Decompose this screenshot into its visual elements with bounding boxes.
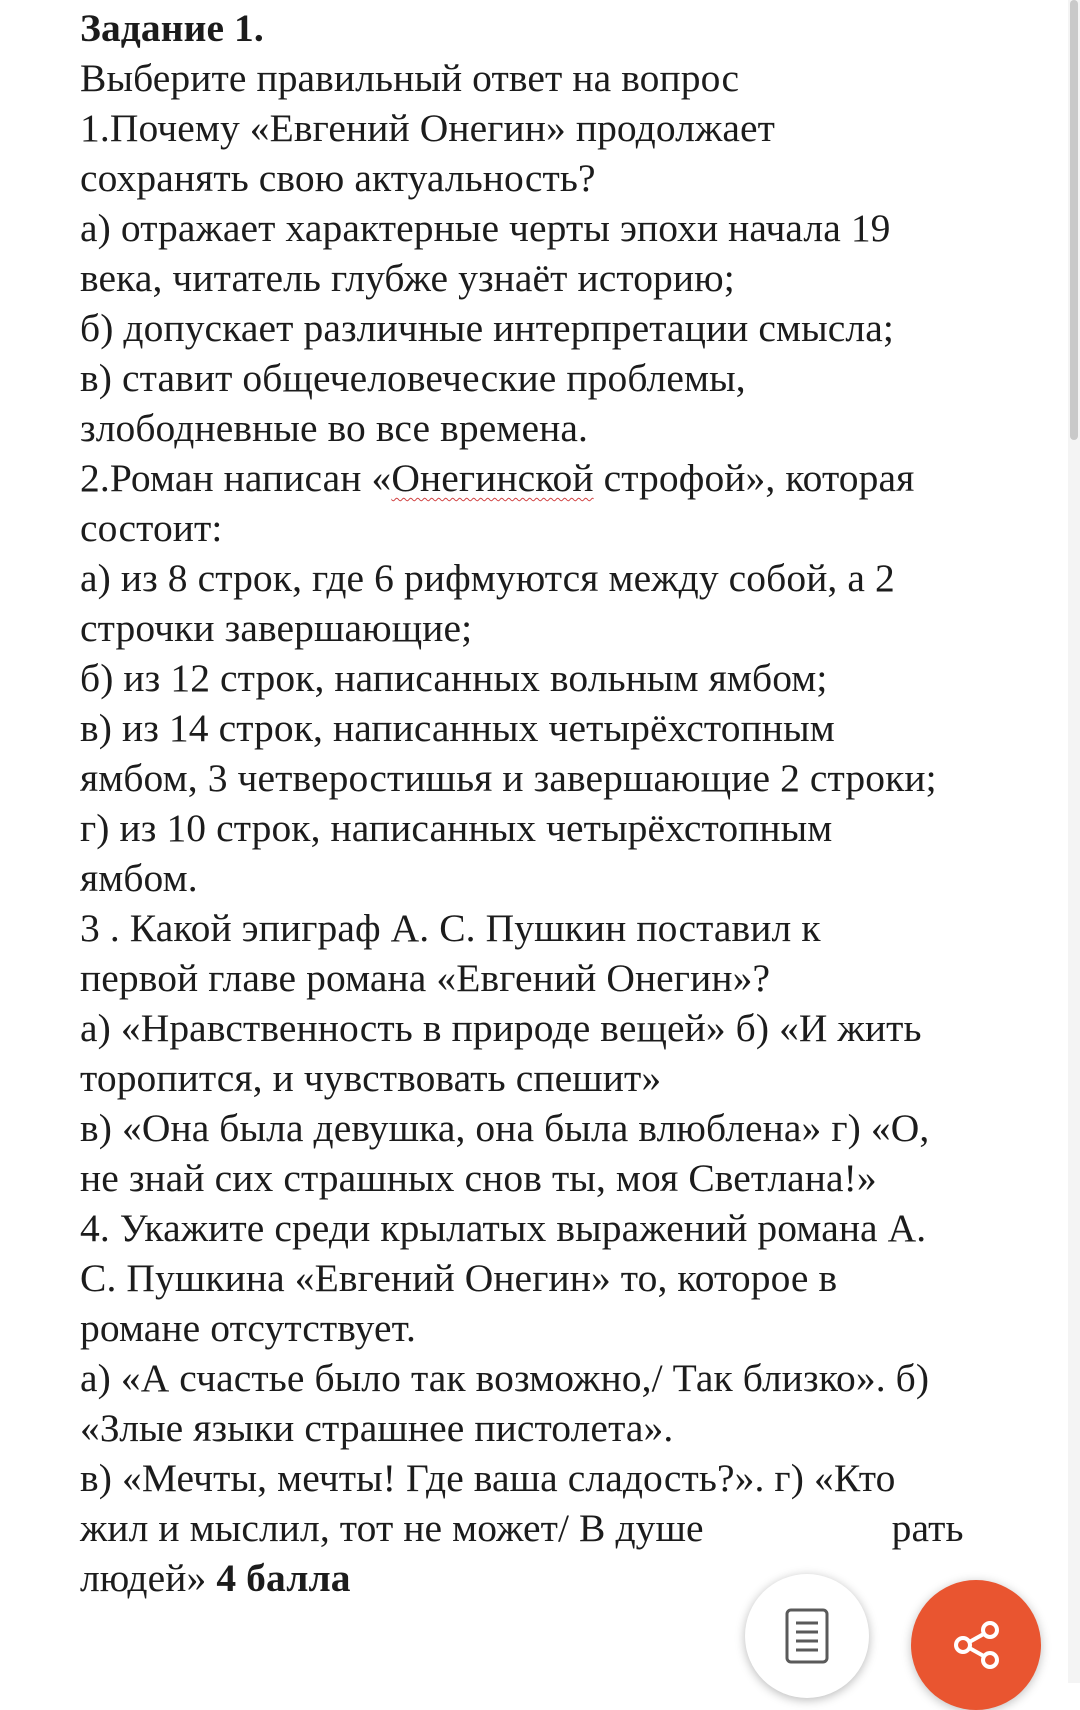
document-list-icon (784, 1607, 830, 1665)
q2-option-a-line-2: строчки завершающие; (80, 606, 473, 650)
scrollbar[interactable] (1068, 0, 1080, 1683)
q1-option-c-line-1: в) ставит общечеловеческие проблемы, (80, 356, 746, 400)
q4-line-5-text: людей» (80, 1556, 207, 1600)
q3-options-line-1: а) «Нравственность в природе вещей» б) «И жить (80, 1006, 922, 1050)
q1-option-b: б) допускает различные интерпретации смысла; (80, 306, 894, 350)
q4-options-line-3: в) «Мечты, мечты! Где ваша сладость?». г) «Кто (80, 1456, 896, 1500)
q4-options-line-5 (80, 1552, 351, 1604)
q4-line-4-start: жил и мыслил, тот не может/ В душе (80, 1506, 704, 1550)
share-button[interactable] (911, 1580, 1041, 1710)
reader-mode-button[interactable] (745, 1574, 869, 1698)
q2-option-d-line-2: ямбом. (80, 856, 198, 900)
question-3-line-2: первой главе романа «Евгений Онегин»? (80, 956, 771, 1000)
q3-options-line-4: не знай сих страшных снов ты, моя Светлана!» (80, 1156, 877, 1200)
instruction-text: Выберите правильный ответ на вопрос (80, 56, 740, 100)
q4-options-line-2: «Злые языки страшнее пистолета». (80, 1406, 674, 1450)
q4-options-line-1: а) «А счастье было так возможно,/ Так близко». б) (80, 1356, 930, 1400)
question-4-line-1: 4. Укажите среди крылатых выражений романа А. (80, 1206, 927, 1250)
question-2-line-2: состоит: (80, 506, 223, 550)
question-1-line-2: сохранять свою актуальность? (80, 156, 596, 200)
q1-option-c-line-2: злободневные во все времена. (80, 406, 588, 450)
score-label: 4 балла (216, 1556, 351, 1600)
q4-line-4-end: рать (891, 1506, 964, 1550)
task-title: Задание 1. (80, 6, 264, 50)
question-4-line-2: С. Пушкина «Евгений Онегин» то, которое в (80, 1256, 838, 1300)
spellcheck-word: Онегинской (391, 456, 594, 500)
scrollbar-thumb[interactable] (1070, 0, 1078, 440)
q2-option-a-line-1: а) из 8 строк, где 6 рифмуются между собой, а 2 (80, 556, 895, 600)
q3-options-line-2: торопится, и чувствовать спешит» (80, 1056, 662, 1100)
share-icon (946, 1615, 1006, 1675)
question-2-line-1 (80, 452, 914, 504)
q1-option-a-line-1: а) отражает характерные черты эпохи начала 19 (80, 206, 891, 250)
q2-option-d-line-1: г) из 10 строк, написанных четырёхстопным (80, 806, 833, 850)
question-3-line-1: 3 . Какой эпиграф А. С. Пушкин поставил к (80, 906, 821, 950)
q2-option-b: б) из 12 строк, написанных вольным ямбом; (80, 656, 828, 700)
q2-option-c-line-1: в) из 14 строк, написанных четырёхстопным (80, 706, 835, 750)
q2-option-c-line-2: ямбом, 3 четверостишья и завершающие 2 строки; (80, 756, 937, 800)
q2-text-end: строфой», которая (593, 456, 915, 500)
q3-options-line-3: в) «Она была девушка, она была влюблена» г) «О, (80, 1106, 930, 1150)
q4-options-line-4 (80, 1502, 964, 1554)
question-4-line-3: романе отсутствует. (80, 1306, 416, 1350)
q1-option-a-line-2: века, читатель глубже узнаёт историю; (80, 256, 735, 300)
q2-text-start: 2.Роман написан « (80, 456, 392, 500)
question-1-line-1: 1.Почему «Евгений Онегин» продолжает (80, 106, 775, 150)
